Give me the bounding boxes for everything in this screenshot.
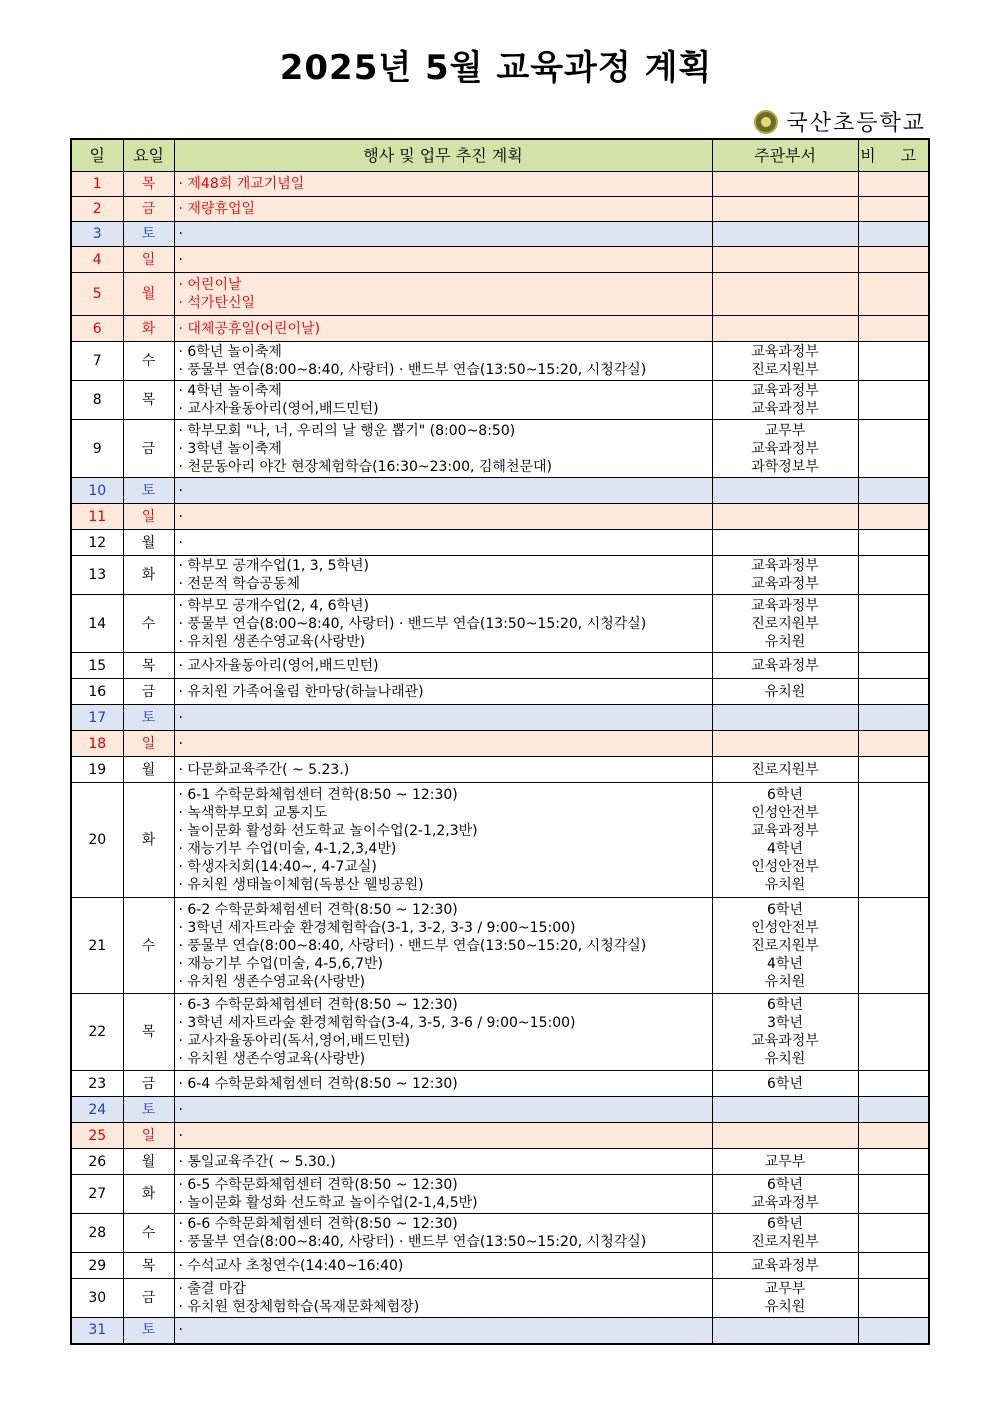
dept-line: 유치원 <box>764 877 806 893</box>
note-cell <box>858 994 929 1071</box>
dept-line: 교무부 <box>764 422 806 439</box>
dept-cell <box>712 994 858 1071</box>
event-line: · <box>178 709 183 726</box>
table-row <box>71 381 929 420</box>
event-line: · 학부모 공개수업(2, 4, 6학년) <box>178 597 370 614</box>
day-cell: 12 <box>71 530 123 556</box>
event-line: · <box>178 1101 183 1118</box>
weekday-cell: 금 <box>123 679 174 705</box>
note-cell <box>858 757 929 783</box>
weekday-cell: 일 <box>123 504 174 530</box>
day-cell: 7 <box>71 342 123 381</box>
event-line: · 6-2 수학문화체험센터 견학(8:50 ~ 12:30) <box>178 901 458 918</box>
note-cell <box>858 1149 929 1175</box>
dept-line: 6학년 <box>767 1075 803 1092</box>
event-line: · 6-5 수학문화체험센터 견학(8:50 ~ 12:30) <box>178 1177 458 1193</box>
weekday-cell: 금 <box>123 420 174 478</box>
weekday-cell: 목 <box>123 172 174 197</box>
events-cell <box>174 705 712 731</box>
event-line: · 3학년 세자트라숲 환경체험학습(3-1, 3-2, 3-3 / 9:00~15:00) <box>178 919 576 936</box>
table-row <box>71 556 929 595</box>
dept-line: 유치원 <box>764 1051 806 1067</box>
dept-cell <box>712 172 858 197</box>
note-cell <box>858 1279 929 1318</box>
table-row <box>71 1214 929 1253</box>
weekday-cell: 수 <box>123 595 174 653</box>
events-cell <box>174 197 712 222</box>
dept-line: 교무부 <box>764 1281 806 1297</box>
dept-line: 유치원 <box>764 973 806 990</box>
table-row <box>71 504 929 530</box>
event-line: · 수석교사 초청연수(14:40~16:40) <box>178 1257 404 1274</box>
table-row <box>71 273 929 316</box>
events-cell <box>174 1071 712 1097</box>
event-line: · 천문동아리 야간 현장체험학습(16:30~23:00, 김해천문대) <box>178 458 552 475</box>
dept-line: 교육과정부 <box>751 383 819 399</box>
dept-line: 6학년 <box>767 901 803 918</box>
day-cell: 29 <box>71 1253 123 1279</box>
event-line: · 통일교육주간( ~ 5.30.) <box>178 1153 336 1170</box>
dept-line: 6학년 <box>767 997 803 1013</box>
event-line: · 놀이문화 활성화 선도학교 놀이수업(2-1,4,5반) <box>178 1195 478 1211</box>
header-note: 비 고 <box>858 139 929 172</box>
note-cell <box>858 1175 929 1214</box>
event-line: · 6-4 수학문화체험센터 견학(8:50 ~ 12:30) <box>178 1075 458 1092</box>
event-line: · 어린이날 <box>178 277 242 293</box>
events-cell <box>174 1097 712 1123</box>
dept-line: 교육과정부 <box>751 1033 819 1049</box>
dept-cell <box>712 731 858 757</box>
header-day: 일 <box>71 139 123 172</box>
day-cell: 24 <box>71 1097 123 1123</box>
dept-cell <box>712 381 858 420</box>
day-cell: 27 <box>71 1175 123 1214</box>
weekday-cell: 목 <box>123 994 174 1071</box>
dept-line: 교육과정부 <box>751 440 819 457</box>
table-row <box>71 679 929 705</box>
dept-cell <box>712 478 858 504</box>
dept-line: 인성안전부 <box>751 805 819 821</box>
dept-line: 4학년 <box>767 841 803 857</box>
dept-cell <box>712 1175 858 1214</box>
note-cell <box>858 705 929 731</box>
day-cell: 1 <box>71 172 123 197</box>
schedule-body <box>71 172 929 1344</box>
weekday-cell: 토 <box>123 222 174 247</box>
event-line: · 6-6 수학문화체험센터 견학(8:50 ~ 12:30) <box>178 1216 458 1232</box>
day-cell: 31 <box>71 1318 123 1344</box>
note-cell <box>858 342 929 381</box>
dept-cell <box>712 1279 858 1318</box>
weekday-cell: 금 <box>123 1071 174 1097</box>
dept-line: 유치원 <box>764 683 806 700</box>
day-cell: 13 <box>71 556 123 595</box>
event-line: · 유치원 생존수영교육(사랑반) <box>178 1051 366 1067</box>
header-dept: 주관부서 <box>712 139 858 172</box>
weekday-cell: 월 <box>123 1149 174 1175</box>
event-line: · 재량휴업일 <box>178 201 256 217</box>
weekday-cell: 토 <box>123 1097 174 1123</box>
dept-line: 교육과정부 <box>751 576 819 592</box>
event-line: · <box>178 508 183 525</box>
weekday-cell: 금 <box>123 197 174 222</box>
dept-cell <box>712 1071 858 1097</box>
day-cell: 28 <box>71 1214 123 1253</box>
dept-cell <box>712 653 858 679</box>
dept-line: 유치원 <box>764 1299 806 1315</box>
dept-cell <box>712 556 858 595</box>
note-cell <box>858 731 929 757</box>
school-name-block <box>754 106 926 137</box>
events-cell <box>174 316 712 342</box>
dept-cell <box>712 1318 858 1344</box>
note-cell <box>858 1097 929 1123</box>
dept-cell <box>712 420 858 478</box>
day-cell: 19 <box>71 757 123 783</box>
weekday-cell: 일 <box>123 1123 174 1149</box>
day-cell: 4 <box>71 247 123 273</box>
events-cell <box>174 757 712 783</box>
dept-line: 교무부 <box>764 1153 806 1170</box>
dept-line: 과학정보부 <box>751 458 819 475</box>
events-cell <box>174 994 712 1071</box>
day-cell: 5 <box>71 273 123 316</box>
day-cell: 20 <box>71 783 123 898</box>
note-cell <box>858 381 929 420</box>
note-cell <box>858 504 929 530</box>
dept-cell <box>712 679 858 705</box>
dept-line: 교육과정부 <box>751 657 819 674</box>
day-cell: 30 <box>71 1279 123 1318</box>
events-cell <box>174 273 712 316</box>
events-cell <box>174 1279 712 1318</box>
events-cell <box>174 679 712 705</box>
events-cell <box>174 1175 712 1214</box>
table-row <box>71 478 929 504</box>
note-cell <box>858 679 929 705</box>
table-row <box>71 420 929 478</box>
table-row <box>71 1071 929 1097</box>
event-line: · <box>178 1127 183 1144</box>
dept-cell <box>712 1097 858 1123</box>
dept-cell <box>712 783 858 898</box>
event-line: · 유치원 생태놀이체험(독봉산 웰빙공원) <box>178 877 424 893</box>
table-row <box>71 783 929 898</box>
event-line: · 학부모 공개수업(1, 3, 5학년) <box>178 558 370 574</box>
day-cell: 10 <box>71 478 123 504</box>
events-cell <box>174 172 712 197</box>
weekday-cell: 수 <box>123 1214 174 1253</box>
note-cell <box>858 172 929 197</box>
events-cell <box>174 342 712 381</box>
table-row <box>71 994 929 1071</box>
event-line: · 재능기부 수업(미술, 4-5,6,7반) <box>178 955 383 972</box>
note-cell <box>858 1214 929 1253</box>
dept-cell <box>712 1214 858 1253</box>
events-cell <box>174 595 712 653</box>
table-row <box>71 653 929 679</box>
dept-cell <box>712 1123 858 1149</box>
dept-line: 6학년 <box>767 787 803 803</box>
dept-cell <box>712 247 858 273</box>
event-line: · 6학년 놀이축제 <box>178 344 282 360</box>
note-cell <box>858 1318 929 1344</box>
dept-line: 교육과정부 <box>751 344 819 360</box>
events-cell <box>174 783 712 898</box>
dept-line: 교육과정부 <box>751 1195 819 1211</box>
table-row <box>71 1318 929 1344</box>
dept-cell <box>712 595 858 653</box>
note-cell <box>858 653 929 679</box>
event-line: · 출결 마감 <box>178 1281 246 1297</box>
event-line: · 풍물부 연습(8:00~8:40, 사랑터) · 밴드부 연습(13:50~15:20, 시청각실) <box>178 937 647 954</box>
event-line: · 풍물부 연습(8:00~8:40, 사랑터) · 밴드부 연습(13:50~15:20, 시청각실) <box>178 1234 647 1250</box>
event-line: · 풍물부 연습(8:00~8:40, 사랑터) · 밴드부 연습(13:50~15:20, 시청각실) <box>178 362 647 378</box>
table-row <box>71 197 929 222</box>
events-cell <box>174 1318 712 1344</box>
event-line: · 녹색학부모회 교통지도 <box>178 805 328 821</box>
table-row <box>71 898 929 994</box>
weekday-cell: 일 <box>123 731 174 757</box>
day-cell: 6 <box>71 316 123 342</box>
event-line: · 교사자율동아리(영어,배드민턴) <box>178 657 379 674</box>
event-line: · 교사자율동아리(영어,배드민턴) <box>178 401 379 417</box>
table-row <box>71 757 929 783</box>
event-line: · 3학년 세자트라숲 환경체험학습(3-4, 3-5, 3-6 / 9:00~15:00) <box>178 1015 576 1031</box>
event-line: · 재능기부 수업(미술, 4-1,2,3,4반) <box>178 841 397 857</box>
table-row <box>71 316 929 342</box>
dept-line: 교육과정부 <box>751 1257 819 1274</box>
event-line: · 대체공휴일(어린이날) <box>178 320 321 337</box>
weekday-cell: 월 <box>123 273 174 316</box>
dept-line: 진로지원부 <box>751 1234 819 1250</box>
note-cell <box>858 898 929 994</box>
event-line: · <box>178 482 183 499</box>
day-cell: 18 <box>71 731 123 757</box>
day-cell: 3 <box>71 222 123 247</box>
weekday-cell: 목 <box>123 653 174 679</box>
event-line: · <box>178 735 183 752</box>
dept-line: 6학년 <box>767 1177 803 1193</box>
event-line: · 풍물부 연습(8:00~8:40, 사랑터) · 밴드부 연습(13:50~15:20, 시청각실) <box>178 615 647 632</box>
dept-line: 진로지원부 <box>751 615 819 632</box>
note-cell <box>858 530 929 556</box>
note-cell <box>858 783 929 898</box>
event-line: · 다문화교육주간( ~ 5.23.) <box>178 761 350 778</box>
event-line: · <box>178 534 183 551</box>
weekday-cell: 금 <box>123 1279 174 1318</box>
dept-line: 교육과정부 <box>751 558 819 574</box>
dept-line: 4학년 <box>767 955 803 972</box>
events-cell <box>174 222 712 247</box>
event-line: · 교사자율동아리(독서,영어,배드민턴) <box>178 1033 411 1049</box>
events-cell <box>174 504 712 530</box>
day-cell: 22 <box>71 994 123 1071</box>
dept-cell <box>712 757 858 783</box>
note-cell <box>858 222 929 247</box>
weekday-cell: 토 <box>123 705 174 731</box>
table-header-row <box>71 139 929 172</box>
dept-line: 진로지원부 <box>751 362 819 378</box>
events-cell <box>174 898 712 994</box>
day-cell: 14 <box>71 595 123 653</box>
events-cell <box>174 420 712 478</box>
dept-line: 6학년 <box>767 1216 803 1232</box>
note-cell <box>858 247 929 273</box>
table-row <box>71 247 929 273</box>
event-line: · 유치원 생존수영교육(사랑반) <box>178 973 366 990</box>
event-line: · 6-1 수학문화체험센터 견학(8:50 ~ 12:30) <box>178 787 458 803</box>
event-line: · 3학년 놀이축제 <box>178 440 282 457</box>
events-cell <box>174 731 712 757</box>
day-cell: 16 <box>71 679 123 705</box>
dept-cell <box>712 530 858 556</box>
dept-line: 유치원 <box>764 633 806 650</box>
school-name: 국산초등학교 <box>786 111 926 136</box>
events-cell <box>174 1253 712 1279</box>
note-cell <box>858 1071 929 1097</box>
dept-cell <box>712 1149 858 1175</box>
events-cell <box>174 1123 712 1149</box>
table-row <box>71 172 929 197</box>
weekday-cell: 토 <box>123 1318 174 1344</box>
events-cell <box>174 556 712 595</box>
day-cell: 2 <box>71 197 123 222</box>
day-cell: 25 <box>71 1123 123 1149</box>
weekday-cell: 일 <box>123 247 174 273</box>
event-line: · 학부모회 "나, 너, 우리의 날 행운 뽑기" (8:00~8:50) <box>178 422 516 439</box>
table-row <box>71 1123 929 1149</box>
events-cell <box>174 653 712 679</box>
day-cell: 23 <box>71 1071 123 1097</box>
dept-cell <box>712 342 858 381</box>
dept-cell <box>712 316 858 342</box>
table-row <box>71 1097 929 1123</box>
event-line: · 놀이문화 활성화 선도학교 놀이수업(2-1,2,3반) <box>178 823 478 839</box>
event-line: · 유치원 현장체험학습(목재문화체험장) <box>178 1299 420 1315</box>
weekday-cell: 화 <box>123 556 174 595</box>
dept-line: 인성안전부 <box>751 919 819 936</box>
table-row <box>71 342 929 381</box>
dept-line: 교육과정부 <box>751 823 819 839</box>
table-row <box>71 1149 929 1175</box>
note-cell <box>858 1253 929 1279</box>
event-line: · 유치원 가족어울림 한마당(하늘나래관) <box>178 683 424 700</box>
events-cell <box>174 1214 712 1253</box>
events-cell <box>174 478 712 504</box>
table-row <box>71 1175 929 1214</box>
events-cell <box>174 530 712 556</box>
events-cell <box>174 381 712 420</box>
event-line: · <box>178 226 183 242</box>
dept-cell <box>712 705 858 731</box>
school-seal-icon <box>754 110 778 134</box>
dept-cell <box>712 222 858 247</box>
weekday-cell: 월 <box>123 757 174 783</box>
dept-line: 교육과정부 <box>751 597 819 614</box>
event-line: · <box>178 251 183 268</box>
header-events: 행사 및 업무 추진 계획 <box>174 139 712 172</box>
event-line: · 제48회 개교기념일 <box>178 176 305 192</box>
weekday-cell: 화 <box>123 783 174 898</box>
note-cell <box>858 273 929 316</box>
note-cell <box>858 595 929 653</box>
weekday-cell: 화 <box>123 316 174 342</box>
weekday-cell: 수 <box>123 898 174 994</box>
weekday-cell: 화 <box>123 1175 174 1214</box>
event-line: · 4학년 놀이축제 <box>178 383 282 399</box>
dept-line: 진로지원부 <box>751 937 819 954</box>
dept-line: 진로지원부 <box>751 761 819 778</box>
event-line: · 석가탄신일 <box>178 295 256 311</box>
table-row <box>71 1279 929 1318</box>
weekday-cell: 월 <box>123 530 174 556</box>
weekday-cell: 토 <box>123 478 174 504</box>
day-cell: 8 <box>71 381 123 420</box>
note-cell <box>858 197 929 222</box>
dept-cell <box>712 1253 858 1279</box>
weekday-cell: 목 <box>123 381 174 420</box>
event-line: · 유치원 생존수영교육(사랑반) <box>178 633 366 650</box>
event-line: · 전문적 학습공동체 <box>178 576 301 592</box>
dept-line: 3학년 <box>767 1015 803 1031</box>
weekday-cell: 수 <box>123 342 174 381</box>
day-cell: 9 <box>71 420 123 478</box>
day-cell: 11 <box>71 504 123 530</box>
note-cell <box>858 420 929 478</box>
event-line: · 학생자치회(14:40~, 4-7교실) <box>178 859 377 875</box>
dept-cell <box>712 504 858 530</box>
events-cell <box>174 247 712 273</box>
note-cell <box>858 556 929 595</box>
event-line: · <box>178 1322 183 1339</box>
schedule-table <box>70 138 930 1345</box>
weekday-cell: 목 <box>123 1253 174 1279</box>
day-cell: 15 <box>71 653 123 679</box>
dept-line: 교육과정부 <box>751 401 819 417</box>
day-cell: 17 <box>71 705 123 731</box>
dept-cell <box>712 197 858 222</box>
dept-line: 인성안전부 <box>751 859 819 875</box>
dept-cell <box>712 898 858 994</box>
header-weekday: 요일 <box>123 139 174 172</box>
table-row <box>71 1253 929 1279</box>
table-row <box>71 705 929 731</box>
page-title: 2025년 5월 교육과정 계획 <box>279 48 713 88</box>
dept-cell <box>712 273 858 316</box>
table-row <box>71 731 929 757</box>
table-row <box>71 595 929 653</box>
table-row <box>71 530 929 556</box>
note-cell <box>858 478 929 504</box>
events-cell <box>174 1149 712 1175</box>
event-line: · 6-3 수학문화체험센터 견학(8:50 ~ 12:30) <box>178 997 458 1013</box>
note-cell <box>858 316 929 342</box>
day-cell: 26 <box>71 1149 123 1175</box>
day-cell: 21 <box>71 898 123 994</box>
note-cell <box>858 1123 929 1149</box>
table-row <box>71 222 929 247</box>
